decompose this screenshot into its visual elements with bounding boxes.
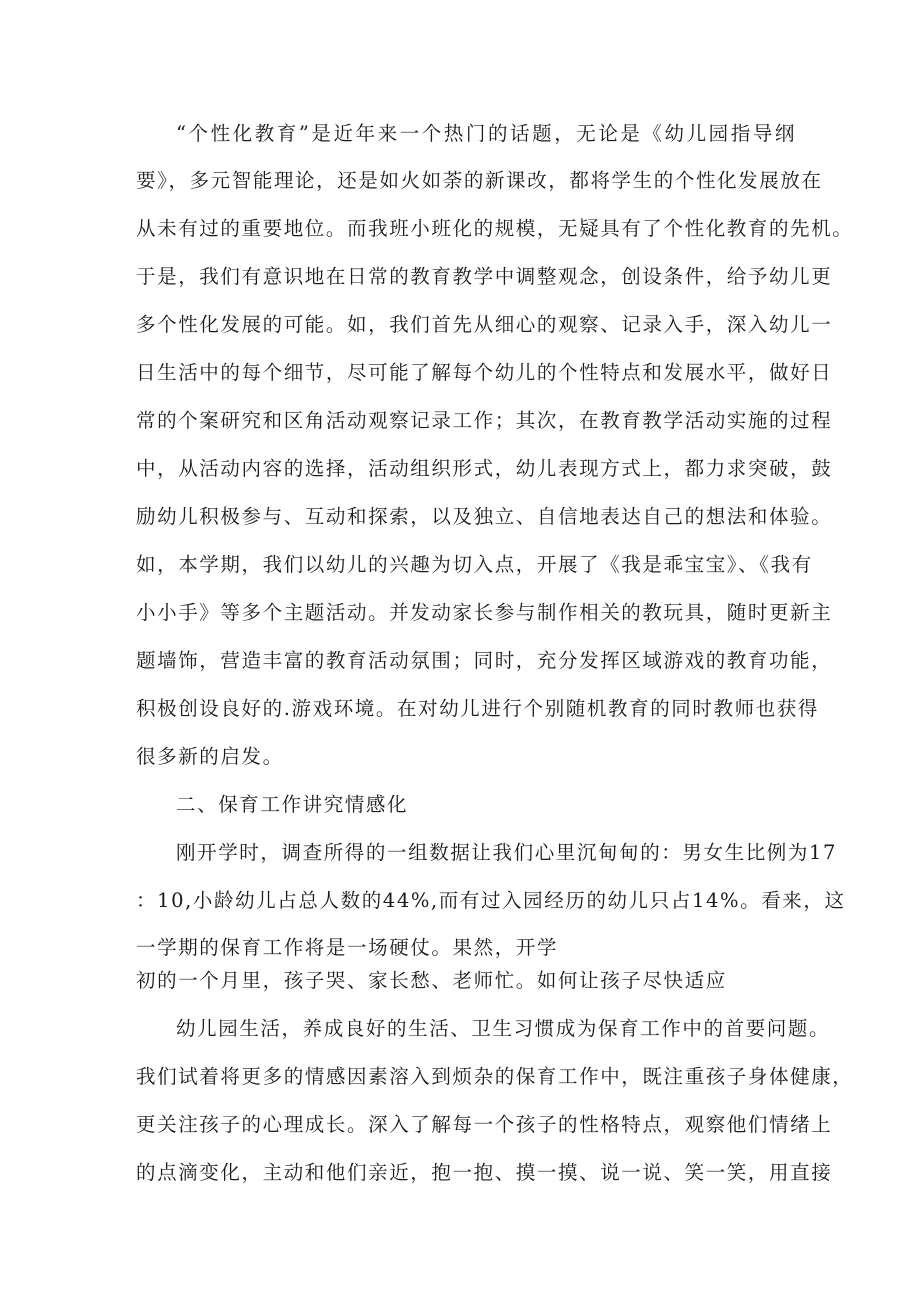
paragraph-line: 如，本学期，我们以幼儿的兴趣为切入点，开展了《我是乖宝宝》、《我有	[136, 553, 813, 576]
paragraph-line: 初的一个月里，孩子哭、家长愁、老师忙。如何让孩子尽快适应	[136, 969, 727, 992]
paragraph-line: 中，从活动内容的选择，活动组织形式，幼儿表现方式上，都力求突破，鼓	[136, 457, 833, 480]
paragraph-line: 日生活中的每个细节，尽可能了解每个幼儿的个性特点和发展水平，做好日	[136, 361, 833, 384]
paragraph-line: 积极创设良好的.游戏环境。在对幼儿进行个别随机教育的同时教师也获得	[136, 697, 819, 720]
paragraph-line: 一学期的保育工作将是一场硬仗。果然，开学	[136, 936, 559, 959]
paragraph-line: 于是，我们有意识地在日常的教育教学中调整观念，创设条件，给予幼儿更	[136, 265, 833, 288]
paragraph-line: 励幼儿积极参与、互动和探索，以及独立、自信地表达自己的想法和体验。	[136, 505, 833, 528]
paragraph-line: 从未有过的重要地位。而我班小班化的规模，无疑具有了个性化教育的先机。	[136, 217, 854, 240]
section-heading: 二、保育工作讲究情感化	[176, 793, 409, 816]
paragraph-line: 很多新的启发。	[136, 745, 284, 768]
paragraph-line: 的点滴变化，主动和他们亲近，抱一抱、摸一摸、说一说、笑一笑，用直接	[136, 1161, 833, 1184]
paragraph-line: 题墙饰，营造丰富的教育活动氛围；同时，充分发挥区域游戏的教育功能，	[136, 649, 833, 672]
paragraph-line: 多个性化发展的可能。如，我们首先从细心的观察、记录入手，深入幼儿一	[136, 313, 833, 336]
paragraph-line: 常的个案研究和区角活动观察记录工作；其次，在教育教学活动实施的过程	[136, 409, 833, 432]
paragraph-line: ：10,小龄幼儿占总人数的44%,而有过入园经历的幼儿只占14%。看来，这	[136, 889, 846, 912]
paragraph-line: 刚开学时，调查所得的一组数据让我们心里沉甸甸的：男女生比例为17	[176, 841, 838, 864]
paragraph-line: 我们试着将更多的情感因素溶入到烦杂的保育工作中，既注重孩子身体健康，	[136, 1065, 854, 1088]
paragraph-line: 要》，多元智能理论，还是如火如荼的新课改，都将学生的个性化发展放在	[136, 169, 823, 192]
paragraph-line: 小小手》等多个主题活动。并发动家长参与制作相关的教玩具，随时更新主	[136, 601, 833, 624]
paragraph-line: “个性化教育”是近年来一个热门的话题，无论是《幼儿园指导纲	[176, 122, 796, 145]
paragraph-line: 更关注孩子的心理成长。深入了解每一个孩子的性格特点，观察他们情绪上	[136, 1113, 833, 1136]
paragraph-line: 幼儿园生活，养成良好的生活、卫生习惯成为保育工作中的首要问题。	[176, 1017, 831, 1040]
